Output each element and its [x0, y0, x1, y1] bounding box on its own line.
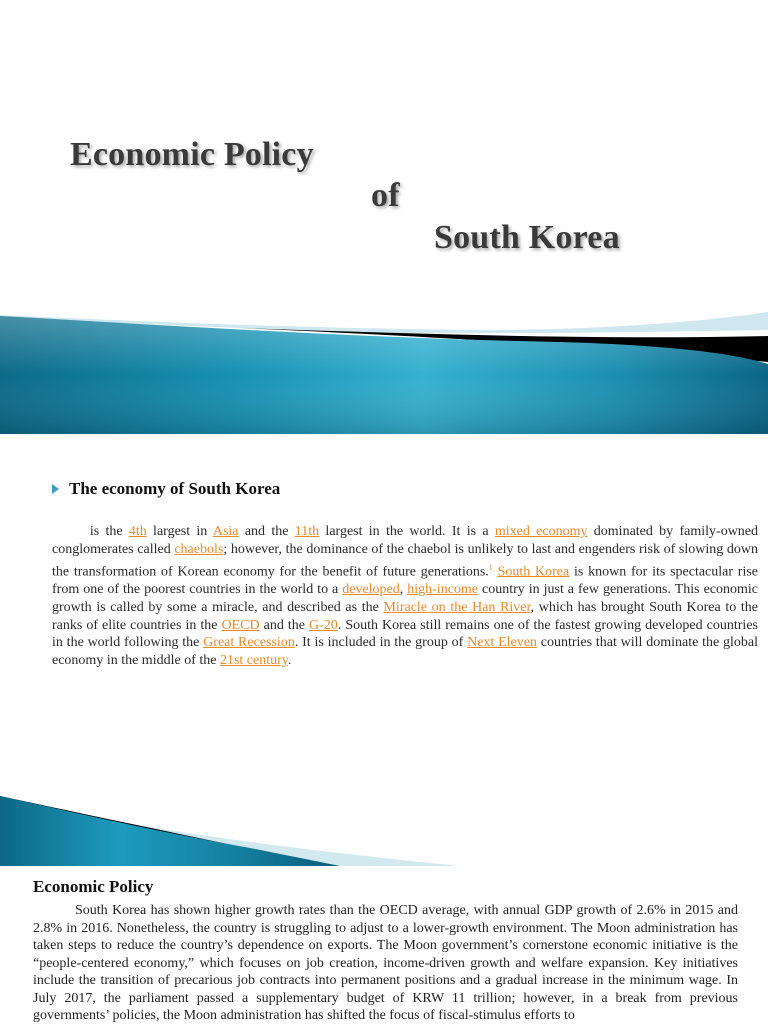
- triangle-bullet-icon: [52, 484, 59, 494]
- title-line-3: South Korea: [434, 219, 620, 256]
- inline-link[interactable]: developed: [342, 582, 400, 598]
- paragraph-text: .: [287, 653, 292, 669]
- paragraph-text: and the: [259, 617, 310, 633]
- paragraph-text: is the: [89, 524, 129, 539]
- inline-link[interactable]: G-20: [309, 617, 338, 633]
- section-heading: Economic Policy: [33, 877, 154, 896]
- economy-paragraph: [52, 523, 758, 670]
- bullet-heading: The economy of South Korea: [69, 479, 281, 498]
- inline-link[interactable]: 11th: [294, 524, 320, 539]
- title-line-2: of: [371, 177, 400, 214]
- paragraph-text: , which has brought South Korea to the ranks of elite countries in the: [52, 599, 758, 633]
- inline-link[interactable]: 21st century: [219, 653, 288, 669]
- inline-link[interactable]: Great Recession: [203, 635, 295, 651]
- title-line-1: Economic Policy: [70, 136, 314, 173]
- paragraph-text: ; however, the dominance of the chaebol is unlikely to last and engenders risk of slowing down the transformation of Korean economy for the benefit of future generations.: [52, 541, 759, 580]
- inline-link[interactable]: OECD: [221, 617, 260, 633]
- inline-link[interactable]: mixed economy: [494, 524, 588, 539]
- paragraph-text: country in just a few generations. This economic growth is called by some a miracle, and described as the: [52, 582, 759, 615]
- inline-link[interactable]: Miracle on the Han River: [383, 599, 531, 615]
- paragraph-text: and the: [238, 524, 295, 539]
- inline-link[interactable]: Asia: [212, 524, 239, 539]
- title-slide: [0, 0, 768, 434]
- inline-link[interactable]: chaebols: [174, 541, 224, 557]
- inline-link[interactable]: 4th: [128, 524, 147, 539]
- inline-link[interactable]: South Korea: [497, 564, 570, 580]
- policy-paragraph: South Korea has shown higher growth rates than the OECD average, with annual GDP growth of 2.6% in 2015 and 2.8% in 2016. Nonetheless, the country is struggling to adjust to a lower-growth environment. The Moon administration has taken steps to reduce the country’s dependence on exports. The Moon government’s cornerstone economic initiative is the “people-centered economy,” which focuses on job creation, income-driven growth and welfare expansion. Key initiatives include the transition of precarious job contracts into permanent positions and a gradual increase in the minimum wage. In July 2017, the parliament passed a supplementary budget of KRW 11 trillion; however, in a break from previous governments’ policies, the Moon administration has shifted the focus of fiscal-stimulus efforts to: [33, 903, 738, 1023]
- paragraph-text: ,: [399, 582, 408, 598]
- paragraph-text: largest in the world. It is a: [319, 524, 495, 539]
- decorative-wave-banner: [0, 0, 768, 434]
- paragraph-text: . It is included in the group of: [294, 635, 468, 651]
- footnote-ref[interactable]: 1: [488, 562, 493, 572]
- paragraph-text: countries that will dominate the global economy in the middle of the: [52, 635, 758, 669]
- inline-link[interactable]: Next Eleven: [467, 635, 537, 651]
- paragraph-text: . South Korea still remains one of the fastest growing developed countries in the world following the: [52, 617, 758, 651]
- paragraph-text: dominated by family-owned conglomerates called: [52, 524, 759, 557]
- paragraph-text: is known for its spectacular rise from one of the poorest countries in the world to a: [52, 564, 759, 598]
- paragraph-text: largest in: [146, 524, 213, 539]
- bullet-item: [52, 479, 280, 499]
- inline-link[interactable]: high-income: [407, 582, 479, 598]
